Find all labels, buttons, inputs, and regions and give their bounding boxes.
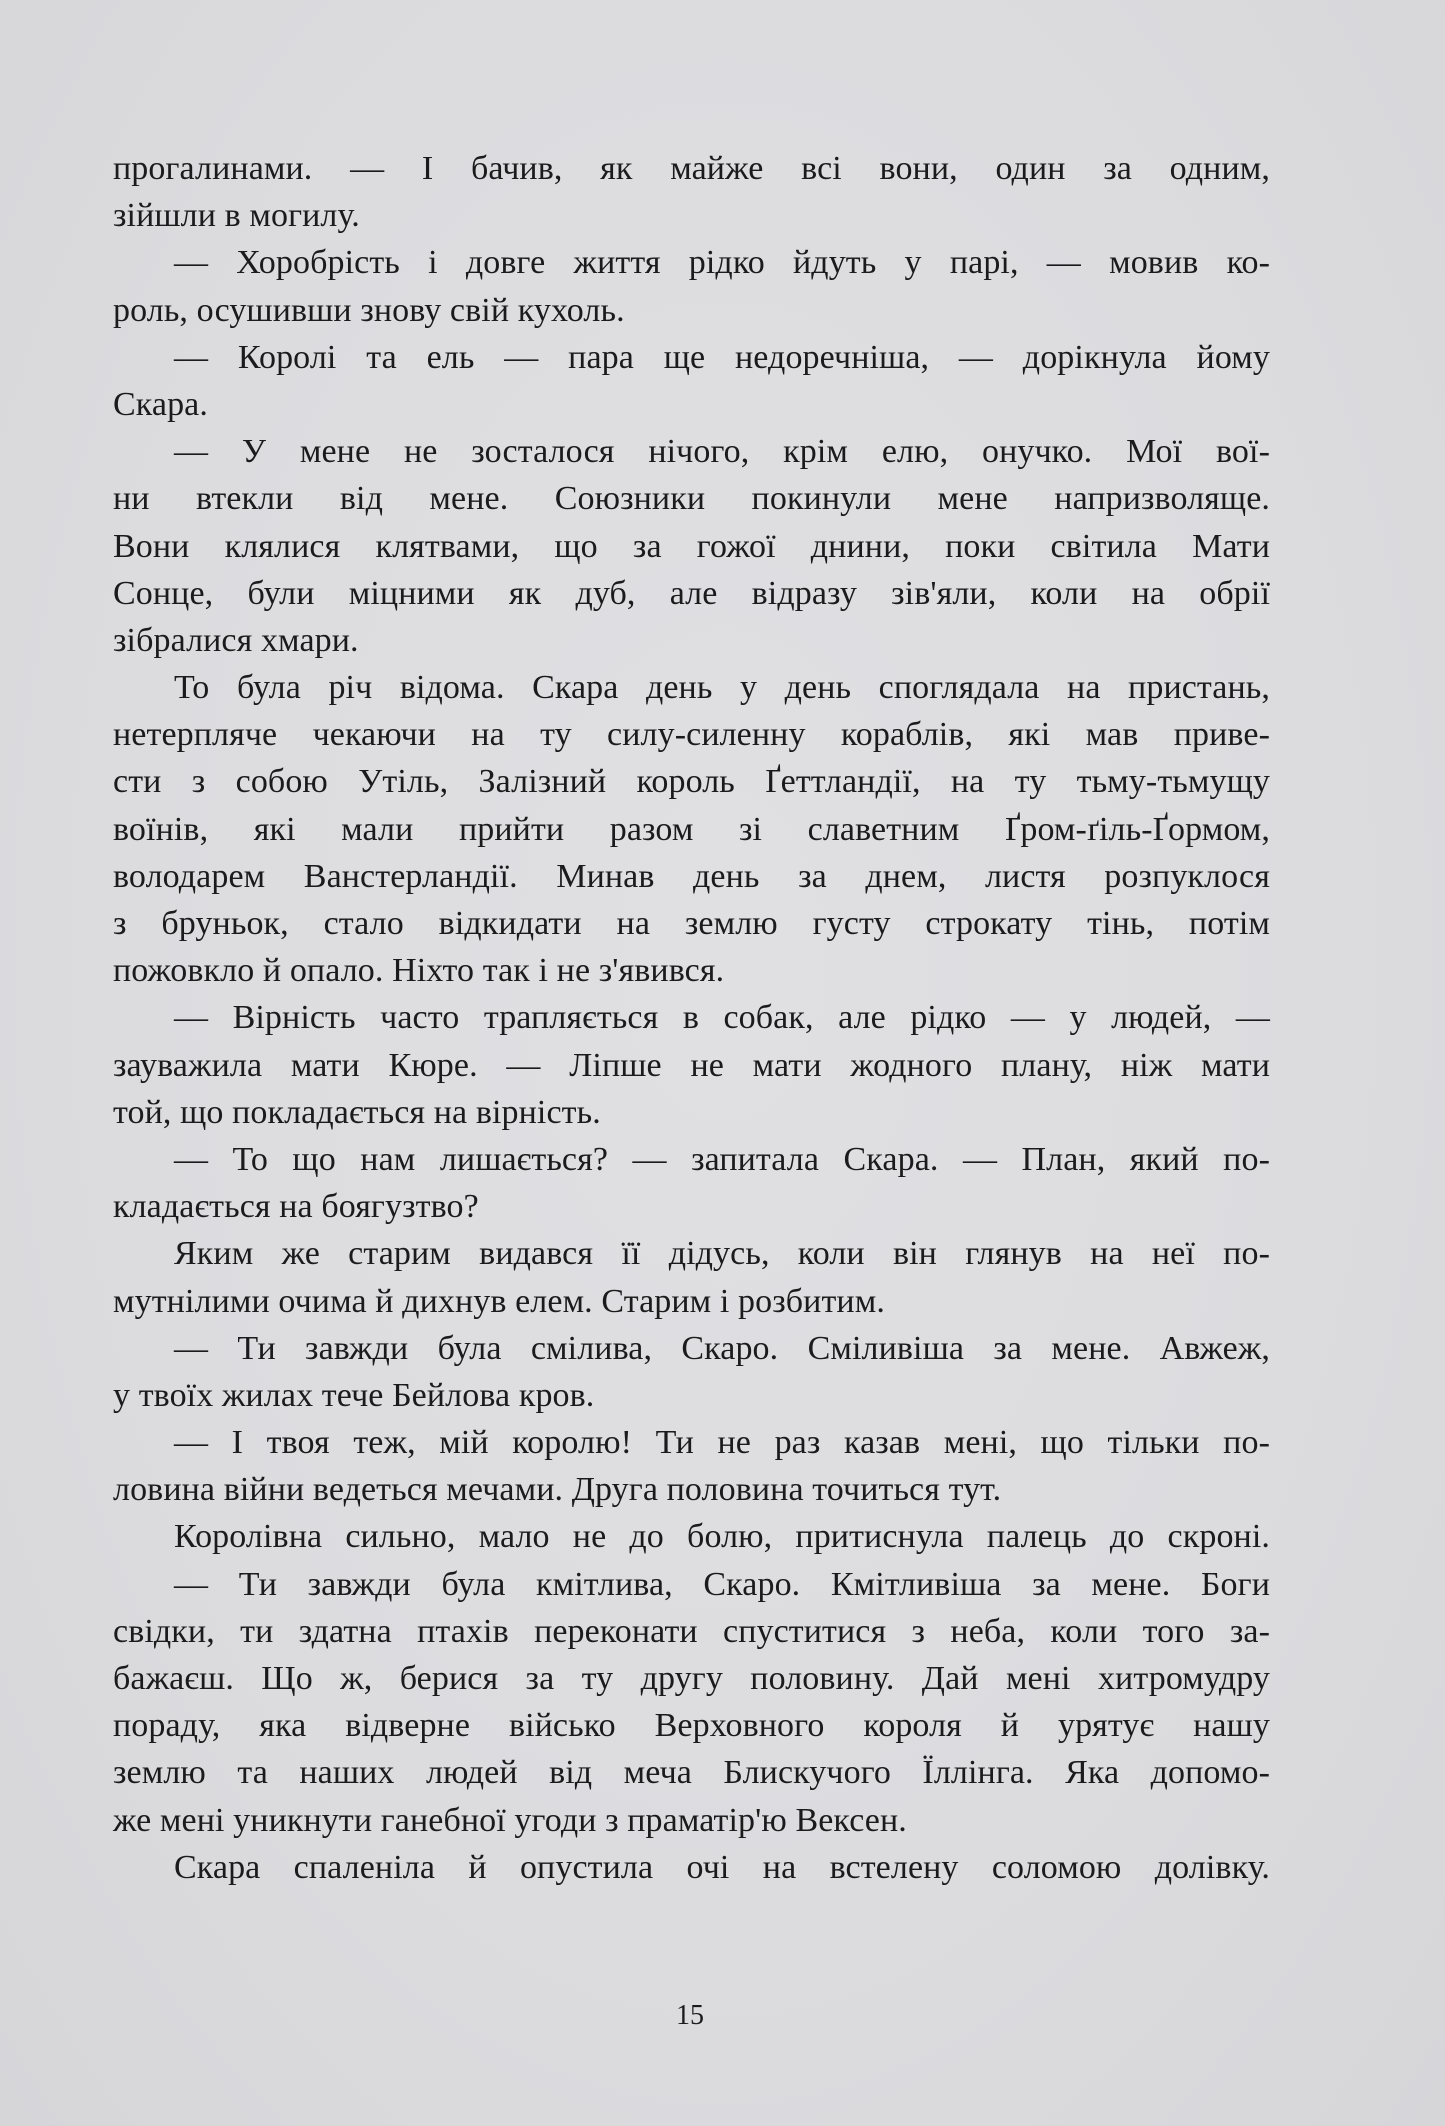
text-line: Королівна сильно, мало не до болю, притиснула палець до скроні. bbox=[174, 1518, 1270, 1556]
text-line: ловина війни ведеться мечами. Друга половина точиться тут. bbox=[113, 1471, 1002, 1509]
text-line: зійшли в могилу. bbox=[113, 197, 360, 235]
text-line: Скара спаленіла й опустила очі на встелену соломою долівку. bbox=[174, 1848, 1270, 1886]
text-line: пораду, яка відверне військо Верховного короля й урятує нашу bbox=[113, 1707, 1270, 1745]
text-line: пожовкло й опало. Ніхто так і не з'явився. bbox=[113, 952, 725, 990]
text-line: — І твоя теж, мій королю! Ти не раз казав мені, що тільки по- bbox=[174, 1424, 1270, 1462]
text-line: — Ти завжди була смілива, Скаро. Сміливіша за мене. Авжеж, bbox=[174, 1329, 1270, 1367]
text-line: роль, осушивши знову свій кухоль. bbox=[113, 291, 625, 329]
text-line: — То що нам лишається? — запитала Скара. — План, який по- bbox=[174, 1140, 1270, 1178]
text-line: — Вірність часто трапляється в собак, але рідко — у людей, — bbox=[174, 999, 1270, 1037]
text-line: бажаєш. Що ж, берися за ту другу половину. Дай мені хитромудру bbox=[113, 1660, 1270, 1697]
text-line: сти з собою Утіль, Залізний король Ґеттландії, на ту тьму-тьмущу bbox=[113, 763, 1270, 801]
text-line: у твоїх жилах тече Бейлова кров. bbox=[113, 1376, 595, 1414]
text-line: той, що покладається на вірність. bbox=[113, 1093, 601, 1131]
text-line: — Ти завжди була кмітлива, Скаро. Кмітливіша за мене. Боги bbox=[174, 1565, 1270, 1603]
text-line: — Королі та ель — пара ще недоречніша, — дорікнула йому bbox=[174, 338, 1270, 376]
text-line: нетерпляче чекаючи на ту силу-силенну кораблів, які мав приве- bbox=[113, 716, 1270, 754]
text-line: з бруньок, стало відкидати на землю густу строкату тінь, потім bbox=[113, 905, 1270, 942]
page-number: 15 bbox=[676, 2000, 704, 2031]
text-line: володарем Ванстерландії. Минав день за днем, листя розпуклося bbox=[113, 857, 1270, 895]
text-line: Вони клялися клятвами, що за гожої днини, поки світила Мати bbox=[113, 527, 1270, 565]
body-text bbox=[113, 145, 1270, 1891]
text-line: свідки, ти здатна птахів переконати спуститися з неба, коли того за- bbox=[113, 1612, 1270, 1650]
text-line: же мені уникнути ганебної угоди з праматір'ю Вексен. bbox=[113, 1801, 907, 1839]
text-line: воїнів, які мали прийти разом зі славетним Ґром-ґіль-Ґормом, bbox=[113, 810, 1270, 848]
text-line: — Хоробрість і довге життя рідко йдуть у парі, — мовив ко- bbox=[174, 244, 1270, 282]
text-line: Скара. bbox=[113, 385, 208, 423]
text-line: мутнілими очима й дихнув елем. Старим і розбитим. bbox=[113, 1282, 885, 1320]
text-line: кладається на боягузтво? bbox=[113, 1188, 479, 1226]
text-line: То була річ відома. Скара день у день споглядала на пристань, bbox=[174, 669, 1270, 707]
text-line: землю та наших людей від меча Блискучого Їллінга. Яка допомо- bbox=[113, 1754, 1270, 1792]
text-line: прогалинами. — І бачив, як майже всі вони, один за одним, bbox=[113, 150, 1270, 187]
text-line: зібралися хмари. bbox=[113, 621, 359, 659]
text-line: — У мене не зосталося нічого, крім елю, онучко. Мої воï- bbox=[174, 433, 1270, 471]
text-line: ни втекли від мене. Союзники покинули мене напризволяще. bbox=[113, 480, 1270, 518]
text-line: Сонце, були міцними як дуб, але відразу зів'яли, коли на обрії bbox=[113, 574, 1270, 612]
text-line: зауважила мати Кюре. — Ліпше не мати жодного плану, ніж мати bbox=[113, 1046, 1270, 1084]
text-line: Яким же старим видався її дідусь, коли він глянув на неї по- bbox=[174, 1235, 1270, 1273]
